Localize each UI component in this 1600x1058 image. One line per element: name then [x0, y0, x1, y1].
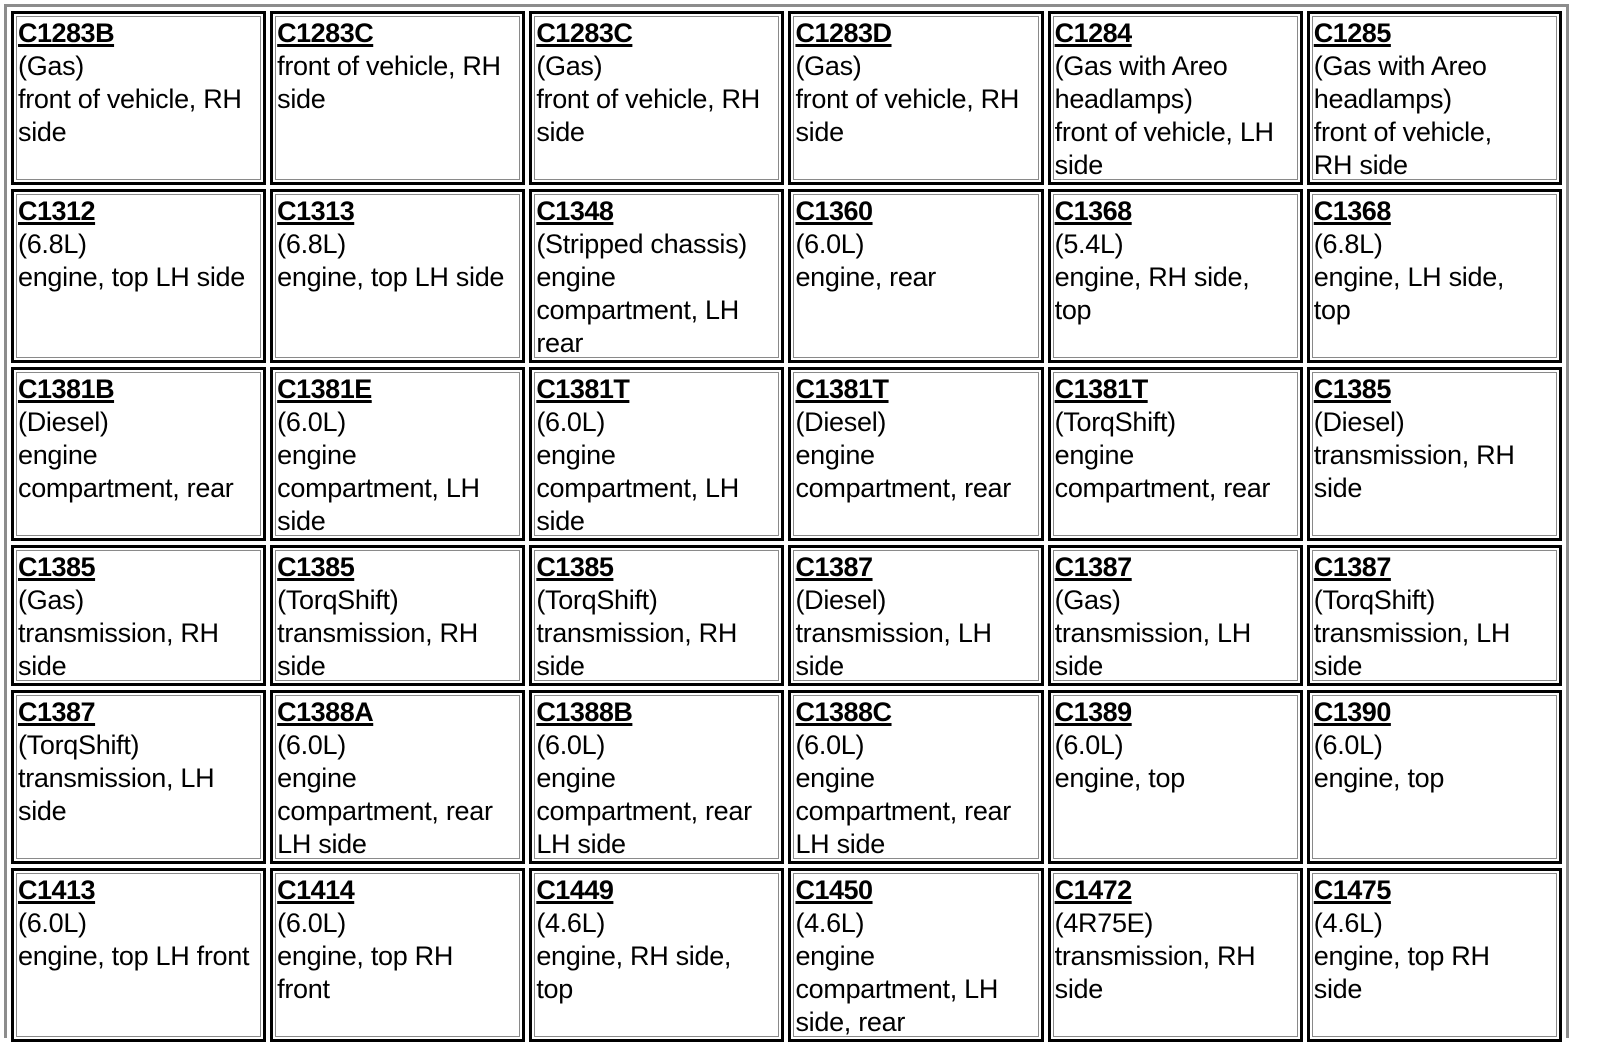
connector-location-text: transmission, RH	[277, 618, 478, 648]
connector-cell	[529, 11, 784, 185]
connector-code-link[interactable]: C1283D	[795, 18, 892, 48]
connector-location-text: side	[795, 117, 844, 147]
connector-location-text: side	[18, 796, 67, 826]
connector-location-text: compartment, rear	[795, 473, 1011, 503]
table-row	[11, 545, 1562, 686]
connector-location-text: front	[277, 974, 330, 1004]
connector-location-text: top	[1313, 295, 1351, 325]
connector-location-text: engine	[277, 440, 357, 470]
connector-variant-text: (6.0L)	[795, 730, 865, 760]
connector-code-link[interactable]: C1283C	[277, 18, 374, 48]
connector-location-text: side	[277, 651, 326, 681]
connector-location-text: front of vehicle, LH	[1054, 117, 1274, 147]
connector-variant-text: (4.6L)	[795, 908, 865, 938]
connector-location-text: transmission, LH	[18, 763, 215, 793]
connector-location-text: side	[277, 506, 326, 536]
connector-variant-text: (Gas)	[18, 51, 85, 81]
connector-location-text: engine	[18, 440, 98, 470]
connector-variant-text: (4.6L)	[1313, 908, 1383, 938]
connector-location-text: top	[536, 974, 573, 1004]
connector-location-text: front of vehicle, RH	[18, 84, 242, 114]
connector-cell	[11, 189, 266, 363]
connector-location-text: engine, RH side,	[1054, 262, 1250, 292]
connector-location-text: headlamps)	[1313, 84, 1452, 114]
connector-code-link[interactable]: C1381B	[18, 374, 115, 404]
connector-location-table	[7, 7, 1566, 1046]
connector-location-text: transmission, RH	[18, 618, 219, 648]
connector-location-text: side	[1313, 473, 1363, 503]
connector-cell	[270, 367, 525, 541]
connector-variant-text: (Gas)	[18, 585, 85, 615]
connector-variant-text: (4.6L)	[536, 908, 606, 938]
connector-location-text: side	[795, 651, 844, 681]
connector-cell	[1048, 545, 1303, 686]
connector-variant-text: (6.0L)	[277, 407, 346, 437]
connector-cell	[270, 11, 525, 185]
connector-code-link[interactable]: C1387	[18, 697, 96, 727]
connector-location-text: engine	[795, 440, 875, 470]
connector-location-text: engine	[536, 262, 616, 292]
connector-table-body	[11, 11, 1562, 1042]
connector-variant-text: (6.0L)	[18, 908, 87, 938]
connector-cell	[11, 690, 266, 864]
connector-location-text: engine, top	[1054, 763, 1185, 793]
connector-variant-text: (TorqShift)	[1054, 407, 1176, 437]
connector-code-link[interactable]: C1388B	[536, 697, 633, 727]
connector-location-text: engine	[795, 763, 875, 793]
connector-variant-text: (6.8L)	[1313, 229, 1383, 259]
connector-location-text: front of vehicle, RH	[536, 84, 760, 114]
connector-location-text: compartment, rear	[1054, 473, 1271, 503]
connector-cell	[270, 868, 525, 1042]
connector-cell	[788, 189, 1043, 363]
connector-code-link[interactable]: C1283B	[18, 18, 115, 48]
connector-cell	[529, 545, 784, 686]
connector-code-link[interactable]: C1285	[1313, 18, 1391, 48]
connector-variant-text: (6.0L)	[1054, 730, 1124, 760]
connector-location-text: compartment, rear	[795, 796, 1011, 826]
connector-variant-text: (6.0L)	[277, 730, 346, 760]
connector-location-text: engine, top LH side	[277, 262, 505, 292]
connector-code-link[interactable]: C1385	[536, 552, 614, 582]
connector-code-link[interactable]: C1388C	[795, 697, 892, 727]
connector-location-text: side	[18, 651, 67, 681]
connector-cell	[1307, 545, 1562, 686]
connector-code-link[interactable]: C1284	[1054, 18, 1132, 48]
connector-code-link[interactable]: C1388A	[277, 697, 374, 727]
connector-location-text: engine	[1054, 440, 1134, 470]
connector-variant-text: (5.4L)	[1054, 229, 1124, 259]
connector-code-link[interactable]: C1387	[795, 552, 873, 582]
connector-location-text: front of vehicle, RH	[277, 51, 501, 81]
connector-cell	[529, 367, 784, 541]
connector-location-text: side	[1313, 651, 1363, 681]
connector-cell	[1048, 11, 1303, 185]
connector-location-text: side	[1313, 974, 1363, 1004]
connector-location-text: compartment, rear	[18, 473, 234, 503]
connector-location-text: compartment, rear	[536, 796, 752, 826]
connector-cell	[529, 690, 784, 864]
connector-code-link[interactable]: C1475	[1313, 875, 1391, 905]
connector-location-text: transmission, LH	[1054, 618, 1251, 648]
connector-location-text: transmission, LH	[795, 618, 992, 648]
connector-cell	[1048, 868, 1303, 1042]
connector-code-link[interactable]: C1368	[1313, 196, 1391, 226]
connector-variant-text: (Gas with Areo	[1313, 51, 1487, 81]
connector-code-link[interactable]: C1390	[1313, 697, 1391, 727]
connector-location-text: LH side	[277, 829, 367, 859]
connector-variant-text: (Gas)	[795, 51, 862, 81]
connector-cell	[1307, 690, 1562, 864]
table-row	[11, 690, 1562, 864]
connector-variant-text: (Diesel)	[1313, 407, 1405, 437]
connector-location-text: compartment, rear	[277, 796, 493, 826]
connector-variant-text: (Stripped chassis)	[536, 229, 747, 259]
connector-cell	[1307, 11, 1562, 185]
connector-code-link[interactable]: C1450	[795, 875, 873, 905]
connector-location-text: engine	[536, 763, 616, 793]
connector-location-text: side, rear	[795, 1007, 906, 1037]
connector-code-link[interactable]: C1413	[18, 875, 96, 905]
connector-location-text: engine, top LH side	[18, 262, 245, 292]
connector-location-text: headlamps)	[1054, 84, 1193, 114]
connector-code-link[interactable]: C1389	[1054, 697, 1132, 727]
connector-variant-text: (TorqShift)	[536, 585, 658, 615]
table-row	[11, 189, 1562, 363]
connector-location-text: engine	[795, 941, 875, 971]
connector-cell	[270, 189, 525, 363]
connector-code-link[interactable]: C1387	[1054, 552, 1132, 582]
connector-location-text: side	[18, 117, 67, 147]
connector-cell	[788, 545, 1043, 686]
connector-code-link[interactable]: C1385	[18, 552, 96, 582]
connector-code-link[interactable]: C1313	[277, 196, 355, 226]
connector-variant-text: (TorqShift)	[277, 585, 399, 615]
connector-location-text: engine, LH side,	[1313, 262, 1505, 292]
connector-cell	[11, 367, 266, 541]
connector-code-link[interactable]: C1385	[1313, 374, 1391, 404]
connector-location-text: engine, rear	[795, 262, 936, 292]
connector-location-text: compartment, LH	[277, 473, 480, 503]
connector-variant-text: (6.8L)	[277, 229, 346, 259]
connector-location-text: side	[536, 506, 585, 536]
connector-cell	[1307, 189, 1562, 363]
connector-code-link[interactable]: C1387	[1313, 552, 1391, 582]
connector-variant-text: (4R75E)	[1054, 908, 1154, 938]
connector-variant-text: (TorqShift)	[18, 730, 140, 760]
connector-location-text: engine, top LH front	[18, 941, 250, 971]
connector-cell	[1307, 868, 1562, 1042]
connector-variant-text: (Diesel)	[795, 407, 887, 437]
connector-location-text: LH side	[795, 829, 885, 859]
connector-cell	[788, 367, 1043, 541]
connector-cell	[1048, 367, 1303, 541]
connector-location-text: transmission, RH	[536, 618, 738, 648]
connector-cell	[1048, 690, 1303, 864]
connector-cell	[11, 868, 266, 1042]
connector-location-text: rear	[536, 328, 584, 358]
connector-location-table-frame	[4, 4, 1569, 1038]
connector-location-text: engine	[536, 440, 616, 470]
connector-code-link[interactable]: C1414	[277, 875, 355, 905]
connector-cell	[11, 11, 266, 185]
connector-code-link[interactable]: C1368	[1054, 196, 1132, 226]
table-row	[11, 11, 1562, 185]
connector-cell	[788, 11, 1043, 185]
connector-cell	[788, 690, 1043, 864]
connector-variant-text: (Gas)	[1054, 585, 1121, 615]
connector-location-text: engine, top RH	[1313, 941, 1490, 971]
connector-location-text: front of vehicle, RH	[795, 84, 1020, 114]
connector-code-link[interactable]: C1283C	[536, 18, 633, 48]
connector-cell	[529, 189, 784, 363]
connector-location-text: top	[1054, 295, 1092, 325]
connector-cell	[270, 690, 525, 864]
connector-location-text: transmission, RH	[1313, 440, 1515, 470]
connector-location-text: transmission, LH	[1313, 618, 1511, 648]
connector-cell	[1307, 367, 1562, 541]
connector-cell	[788, 868, 1043, 1042]
connector-variant-text: (6.0L)	[536, 407, 606, 437]
connector-location-text: side	[536, 651, 585, 681]
connector-code-link[interactable]: C1449	[536, 875, 614, 905]
connector-location-text: side	[1054, 974, 1103, 1004]
connector-location-text: engine	[277, 763, 357, 793]
connector-code-link[interactable]: C1381T	[536, 374, 630, 404]
table-row	[11, 868, 1562, 1042]
connector-location-text: side	[277, 84, 326, 114]
connector-variant-text: (Gas with Areo	[1054, 51, 1228, 81]
table-row	[11, 367, 1562, 541]
connector-cell	[529, 868, 784, 1042]
connector-variant-text: (Diesel)	[795, 585, 887, 615]
connector-variant-text: (Gas)	[536, 51, 603, 81]
connector-variant-text: (6.0L)	[795, 229, 865, 259]
connector-code-link[interactable]: C1312	[18, 196, 96, 226]
connector-location-text: engine, RH side,	[536, 941, 732, 971]
connector-variant-text: (Diesel)	[18, 407, 109, 437]
connector-variant-text: (6.8L)	[18, 229, 87, 259]
connector-location-text: engine, top RH	[277, 941, 454, 971]
connector-code-link[interactable]: C1385	[277, 552, 355, 582]
connector-code-link[interactable]: C1348	[536, 196, 614, 226]
connector-location-text: transmission, RH	[1054, 941, 1256, 971]
connector-location-text: compartment, LH	[536, 295, 739, 325]
connector-location-text: RH side	[1313, 150, 1408, 180]
connector-variant-text: (6.0L)	[277, 908, 346, 938]
connector-code-link[interactable]: C1360	[795, 196, 873, 226]
connector-variant-text: (6.0L)	[1313, 730, 1383, 760]
connector-variant-text: (TorqShift)	[1313, 585, 1436, 615]
connector-cell	[11, 545, 266, 686]
connector-cell	[270, 545, 525, 686]
connector-location-text: side	[1054, 150, 1103, 180]
connector-location-text: engine, top	[1313, 763, 1445, 793]
connector-code-link[interactable]: C1472	[1054, 875, 1132, 905]
connector-location-text: LH side	[536, 829, 626, 859]
connector-location-text: compartment, LH	[536, 473, 739, 503]
connector-code-link[interactable]: C1381T	[1054, 374, 1148, 404]
connector-cell	[1048, 189, 1303, 363]
connector-location-text: side	[1054, 651, 1103, 681]
connector-location-text: compartment, LH	[795, 974, 999, 1004]
connector-variant-text: (6.0L)	[536, 730, 606, 760]
connector-code-link[interactable]: C1381E	[277, 374, 372, 404]
connector-location-text: front of vehicle,	[1313, 117, 1492, 147]
connector-code-link[interactable]: C1381T	[795, 374, 889, 404]
connector-location-text: side	[536, 117, 585, 147]
